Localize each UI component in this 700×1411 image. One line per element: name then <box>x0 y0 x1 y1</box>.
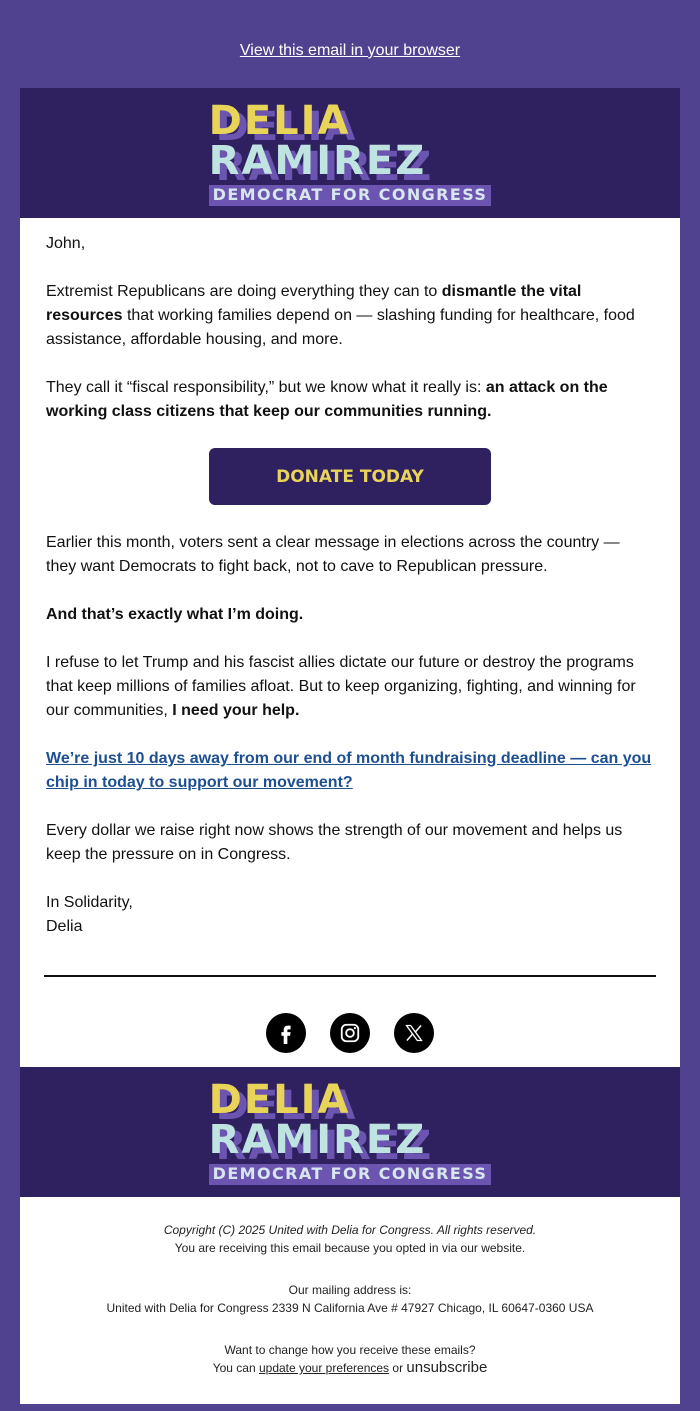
preferences-line: You can update your preferences or unsubscribe <box>212 1359 488 1376</box>
cta-paragraph <box>46 747 654 795</box>
logo-tagline: DEMOCRAT FOR CONGRESS <box>209 185 492 206</box>
email-body <box>20 218 680 1067</box>
opt-in-notice: You are receiving this email because you opted in via our website. <box>174 1241 526 1255</box>
greeting: John, <box>46 235 86 252</box>
facebook-icon[interactable] <box>266 1013 306 1053</box>
logo-first-name: DELIA <box>208 97 351 144</box>
paragraph-6: Every dollar we raise right now shows the strength of our movement and helps us keep the pressure on in Congress. <box>46 822 623 863</box>
header-banner <box>20 88 680 218</box>
mailing-address-label: Our mailing address is: <box>288 1283 412 1297</box>
campaign-logo <box>208 97 492 206</box>
view-in-browser-link[interactable]: View this email in your browser <box>239 42 461 59</box>
paragraph-2: They call it “fiscal responsibility,” but we know what it really is: an attack on the working class citizens that keep our communities running. <box>46 379 608 420</box>
logo-tagline: DEMOCRAT FOR CONGRESS <box>209 1164 492 1185</box>
footer-banner <box>20 1067 680 1197</box>
paragraph-3: Earlier this month, voters sent a clear message in elections across the country — they want Democrats to fight back, not to cave to Republican pressure. <box>46 534 620 575</box>
mailing-address: United with Delia for Congress 2339 N California Ave # 47927 Chicago, IL 60647-0360 USA <box>106 1301 594 1315</box>
sign-off: In Solidarity, Delia <box>46 894 133 935</box>
copyright-text: Copyright (C) 2025 United with Delia for Congress. All rights reserved. <box>163 1223 537 1237</box>
logo-last-name: RAMIREZ <box>208 137 427 184</box>
logo-first-name: DELIA <box>208 1076 351 1123</box>
signature: Delia <box>46 918 83 935</box>
email-container <box>20 88 680 1404</box>
email-footer <box>20 1197 680 1404</box>
x-icon[interactable] <box>394 1013 434 1053</box>
instagram-icon[interactable] <box>330 1013 370 1053</box>
fundraising-deadline-link[interactable]: We’re just 10 days away from our end of month fundraising deadline — can you chip in today to support our movement? <box>46 750 652 791</box>
footer-logo <box>208 1076 492 1185</box>
unsubscribe-link[interactable]: unsubscribe <box>406 1359 488 1376</box>
donate-button[interactable]: DONATE TODAY <box>209 448 491 505</box>
preheader <box>0 0 700 88</box>
donate-wrapper <box>46 448 654 505</box>
paragraph-4: And that’s exactly what I’m doing. <box>46 606 304 623</box>
preferences-prompt: Want to change how you receive these emails? <box>224 1343 476 1357</box>
logo-last-name: RAMIREZ <box>208 1116 427 1163</box>
social-links <box>46 977 654 1067</box>
update-preferences-link[interactable]: update your preferences <box>258 1361 390 1375</box>
paragraph-1: Extremist Republicans are doing everything they can to dismantle the vital resources that working families depend on — slashing funding for healthcare, food assistance, affordable housing, and more. <box>46 283 635 348</box>
paragraph-5: I refuse to let Trump and his fascist allies dictate our future or destroy the programs that keep millions of families afloat. But to keep organizing, fighting, and winning for our communities, I need your help. <box>46 654 636 719</box>
